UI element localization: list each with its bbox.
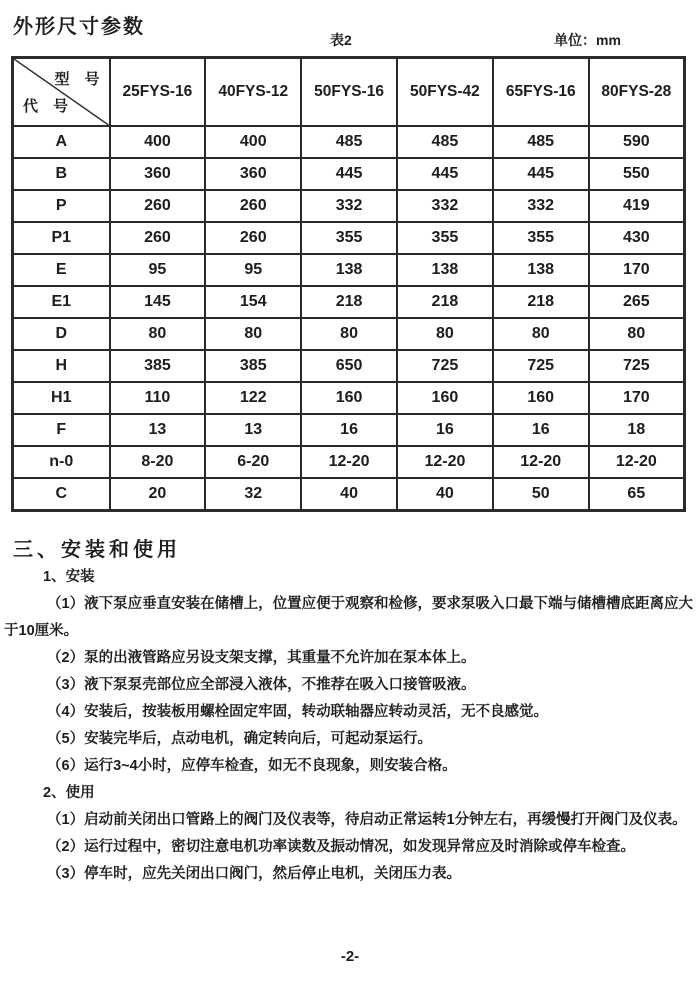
use-items-list: [0, 807, 700, 888]
table-cell: 145: [110, 286, 206, 318]
table-row: [13, 478, 685, 511]
table-cell: 332: [301, 190, 397, 222]
table-cell: 32: [205, 478, 301, 511]
table-cell: 445: [397, 158, 493, 190]
table-cell: 355: [493, 222, 589, 254]
row-label: F: [13, 414, 110, 446]
section-heading: 三、安装和使用: [13, 539, 181, 561]
table-cell: 218: [301, 286, 397, 318]
table-header-row: [13, 58, 685, 127]
table-cell: 80: [493, 318, 589, 350]
table-cell: 170: [589, 382, 685, 414]
table-cell: 13: [205, 414, 301, 446]
table-caption: 表2: [330, 32, 352, 48]
table-cell: 65: [589, 478, 685, 511]
list-item: （2）运行过程中，密切注意电机功率读数及振动情况，如发现异常应及时消除或停车检查。: [47, 839, 636, 855]
row-label: P1: [13, 222, 110, 254]
table-cell: 419: [589, 190, 685, 222]
list-item: （6）运行3~4小时，应停车检查，如无不良现象，则安装合格。: [47, 758, 457, 774]
table-cell: 332: [397, 190, 493, 222]
table-cell: 160: [493, 382, 589, 414]
installation-and-use-section: [0, 530, 700, 888]
table-cell: 16: [493, 414, 589, 446]
table-cell: 400: [110, 126, 206, 158]
list-item: （4）安装后，按装板用螺栓固定牢固，转动联轴器应转动灵活，无不良感觉。: [47, 704, 549, 720]
table-cell: 18: [589, 414, 685, 446]
table-cell: 590: [589, 126, 685, 158]
table-cell: 485: [301, 126, 397, 158]
table-row: [13, 254, 685, 286]
table-cell: 80: [110, 318, 206, 350]
table-row: [13, 158, 685, 190]
table-cell: 80: [205, 318, 301, 350]
table-cell: 6-20: [205, 446, 301, 478]
list-item: （1）液下泵应垂直安装在储槽上，位置应便于观察和检修，要求泵吸入口最下端与储槽槽底距离应大于10厘米。: [4, 596, 694, 639]
table-cell: 138: [301, 254, 397, 286]
table-row: [13, 446, 685, 478]
dimension-table: [11, 56, 686, 512]
column-header: 50FYS-16: [301, 58, 397, 127]
table-cell: 12-20: [589, 446, 685, 478]
row-label: n-0: [13, 446, 110, 478]
table-cell: 95: [205, 254, 301, 286]
table-cell: 218: [493, 286, 589, 318]
row-label: H: [13, 350, 110, 382]
page-title: 外形尺寸参数: [13, 16, 145, 38]
table-cell: 355: [397, 222, 493, 254]
list-item: （1）启动前关闭出口管路上的阀门及仪表等，待启动正常运转1分钟左右，再缓慢打开阀门及仪表。: [47, 812, 687, 828]
table-row: [13, 190, 685, 222]
table-cell: 110: [110, 382, 206, 414]
table-cell: 16: [397, 414, 493, 446]
table-cell: 650: [301, 350, 397, 382]
table-row: [13, 318, 685, 350]
table-cell: 260: [205, 222, 301, 254]
table-cell: 138: [493, 254, 589, 286]
table-cell: 218: [397, 286, 493, 318]
table-cell: 445: [301, 158, 397, 190]
table-cell: 360: [110, 158, 206, 190]
column-header: 40FYS-12: [205, 58, 301, 127]
row-label: A: [13, 126, 110, 158]
corner-label-code: 代 号: [23, 98, 69, 115]
table-cell: 445: [493, 158, 589, 190]
row-label: C: [13, 478, 110, 511]
subsection-use-heading: 2、使用: [43, 785, 95, 801]
table-row: [13, 350, 685, 382]
table-cell: 360: [205, 158, 301, 190]
table-cell: 725: [493, 350, 589, 382]
table-cell: 80: [589, 318, 685, 350]
table-cell: 138: [397, 254, 493, 286]
table-row: [13, 222, 685, 254]
table-cell: 385: [110, 350, 206, 382]
install-items-list: [0, 591, 700, 780]
list-item: （3）停车时，应先关闭出口阀门，然后停止电机，关闭压力表。: [47, 866, 462, 882]
table-cell: 50: [493, 478, 589, 511]
row-label: E: [13, 254, 110, 286]
corner-cell: [13, 58, 110, 127]
table-cell: 485: [397, 126, 493, 158]
table-cell: 154: [205, 286, 301, 318]
table-cell: 80: [301, 318, 397, 350]
list-item: （3）液下泵泵壳部位应全部浸入液体，不推荐在吸入口接管吸液。: [47, 677, 476, 693]
corner-label-model: 型 号: [54, 71, 100, 88]
table-cell: 95: [110, 254, 206, 286]
table-cell: 12-20: [301, 446, 397, 478]
table-cell: 355: [301, 222, 397, 254]
row-label: D: [13, 318, 110, 350]
column-header: 65FYS-16: [493, 58, 589, 127]
table-cell: 122: [205, 382, 301, 414]
table-cell: 80: [397, 318, 493, 350]
list-item: （5）安装完毕后，点动电机，确定转向后，可起动泵运行。: [47, 731, 433, 747]
table-cell: 550: [589, 158, 685, 190]
table-cell: 400: [205, 126, 301, 158]
subsection-install-heading: 1、安装: [43, 569, 95, 585]
row-label: B: [13, 158, 110, 190]
column-header: 50FYS-42: [397, 58, 493, 127]
row-label: E1: [13, 286, 110, 318]
unit-label: 单位：mm: [554, 32, 621, 48]
page-number: -2-: [340, 948, 360, 965]
table-cell: 260: [205, 190, 301, 222]
row-label: H1: [13, 382, 110, 414]
table-cell: 265: [589, 286, 685, 318]
table-cell: 13: [110, 414, 206, 446]
table-cell: 170: [589, 254, 685, 286]
table-row: [13, 414, 685, 446]
table-cell: 385: [205, 350, 301, 382]
table-cell: 260: [110, 190, 206, 222]
table-row: [13, 286, 685, 318]
table-cell: 332: [493, 190, 589, 222]
table-cell: 12-20: [397, 446, 493, 478]
table-cell: 16: [301, 414, 397, 446]
table-cell: 485: [493, 126, 589, 158]
list-item: （2）泵的出液管路应另设支架支撑，其重量不允许加在泵本体上。: [47, 650, 476, 666]
table-row: [13, 382, 685, 414]
table-cell: 430: [589, 222, 685, 254]
table-cell: 8-20: [110, 446, 206, 478]
table-cell: 40: [301, 478, 397, 511]
column-header: 25FYS-16: [110, 58, 206, 127]
row-label: P: [13, 190, 110, 222]
table-cell: 160: [397, 382, 493, 414]
table-cell: 20: [110, 478, 206, 511]
table-cell: 160: [301, 382, 397, 414]
table-row: [13, 126, 685, 158]
table-cell: 725: [397, 350, 493, 382]
table-cell: 725: [589, 350, 685, 382]
column-header: 80FYS-28: [589, 58, 685, 127]
table-cell: 40: [397, 478, 493, 511]
table-cell: 12-20: [493, 446, 589, 478]
table-cell: 260: [110, 222, 206, 254]
